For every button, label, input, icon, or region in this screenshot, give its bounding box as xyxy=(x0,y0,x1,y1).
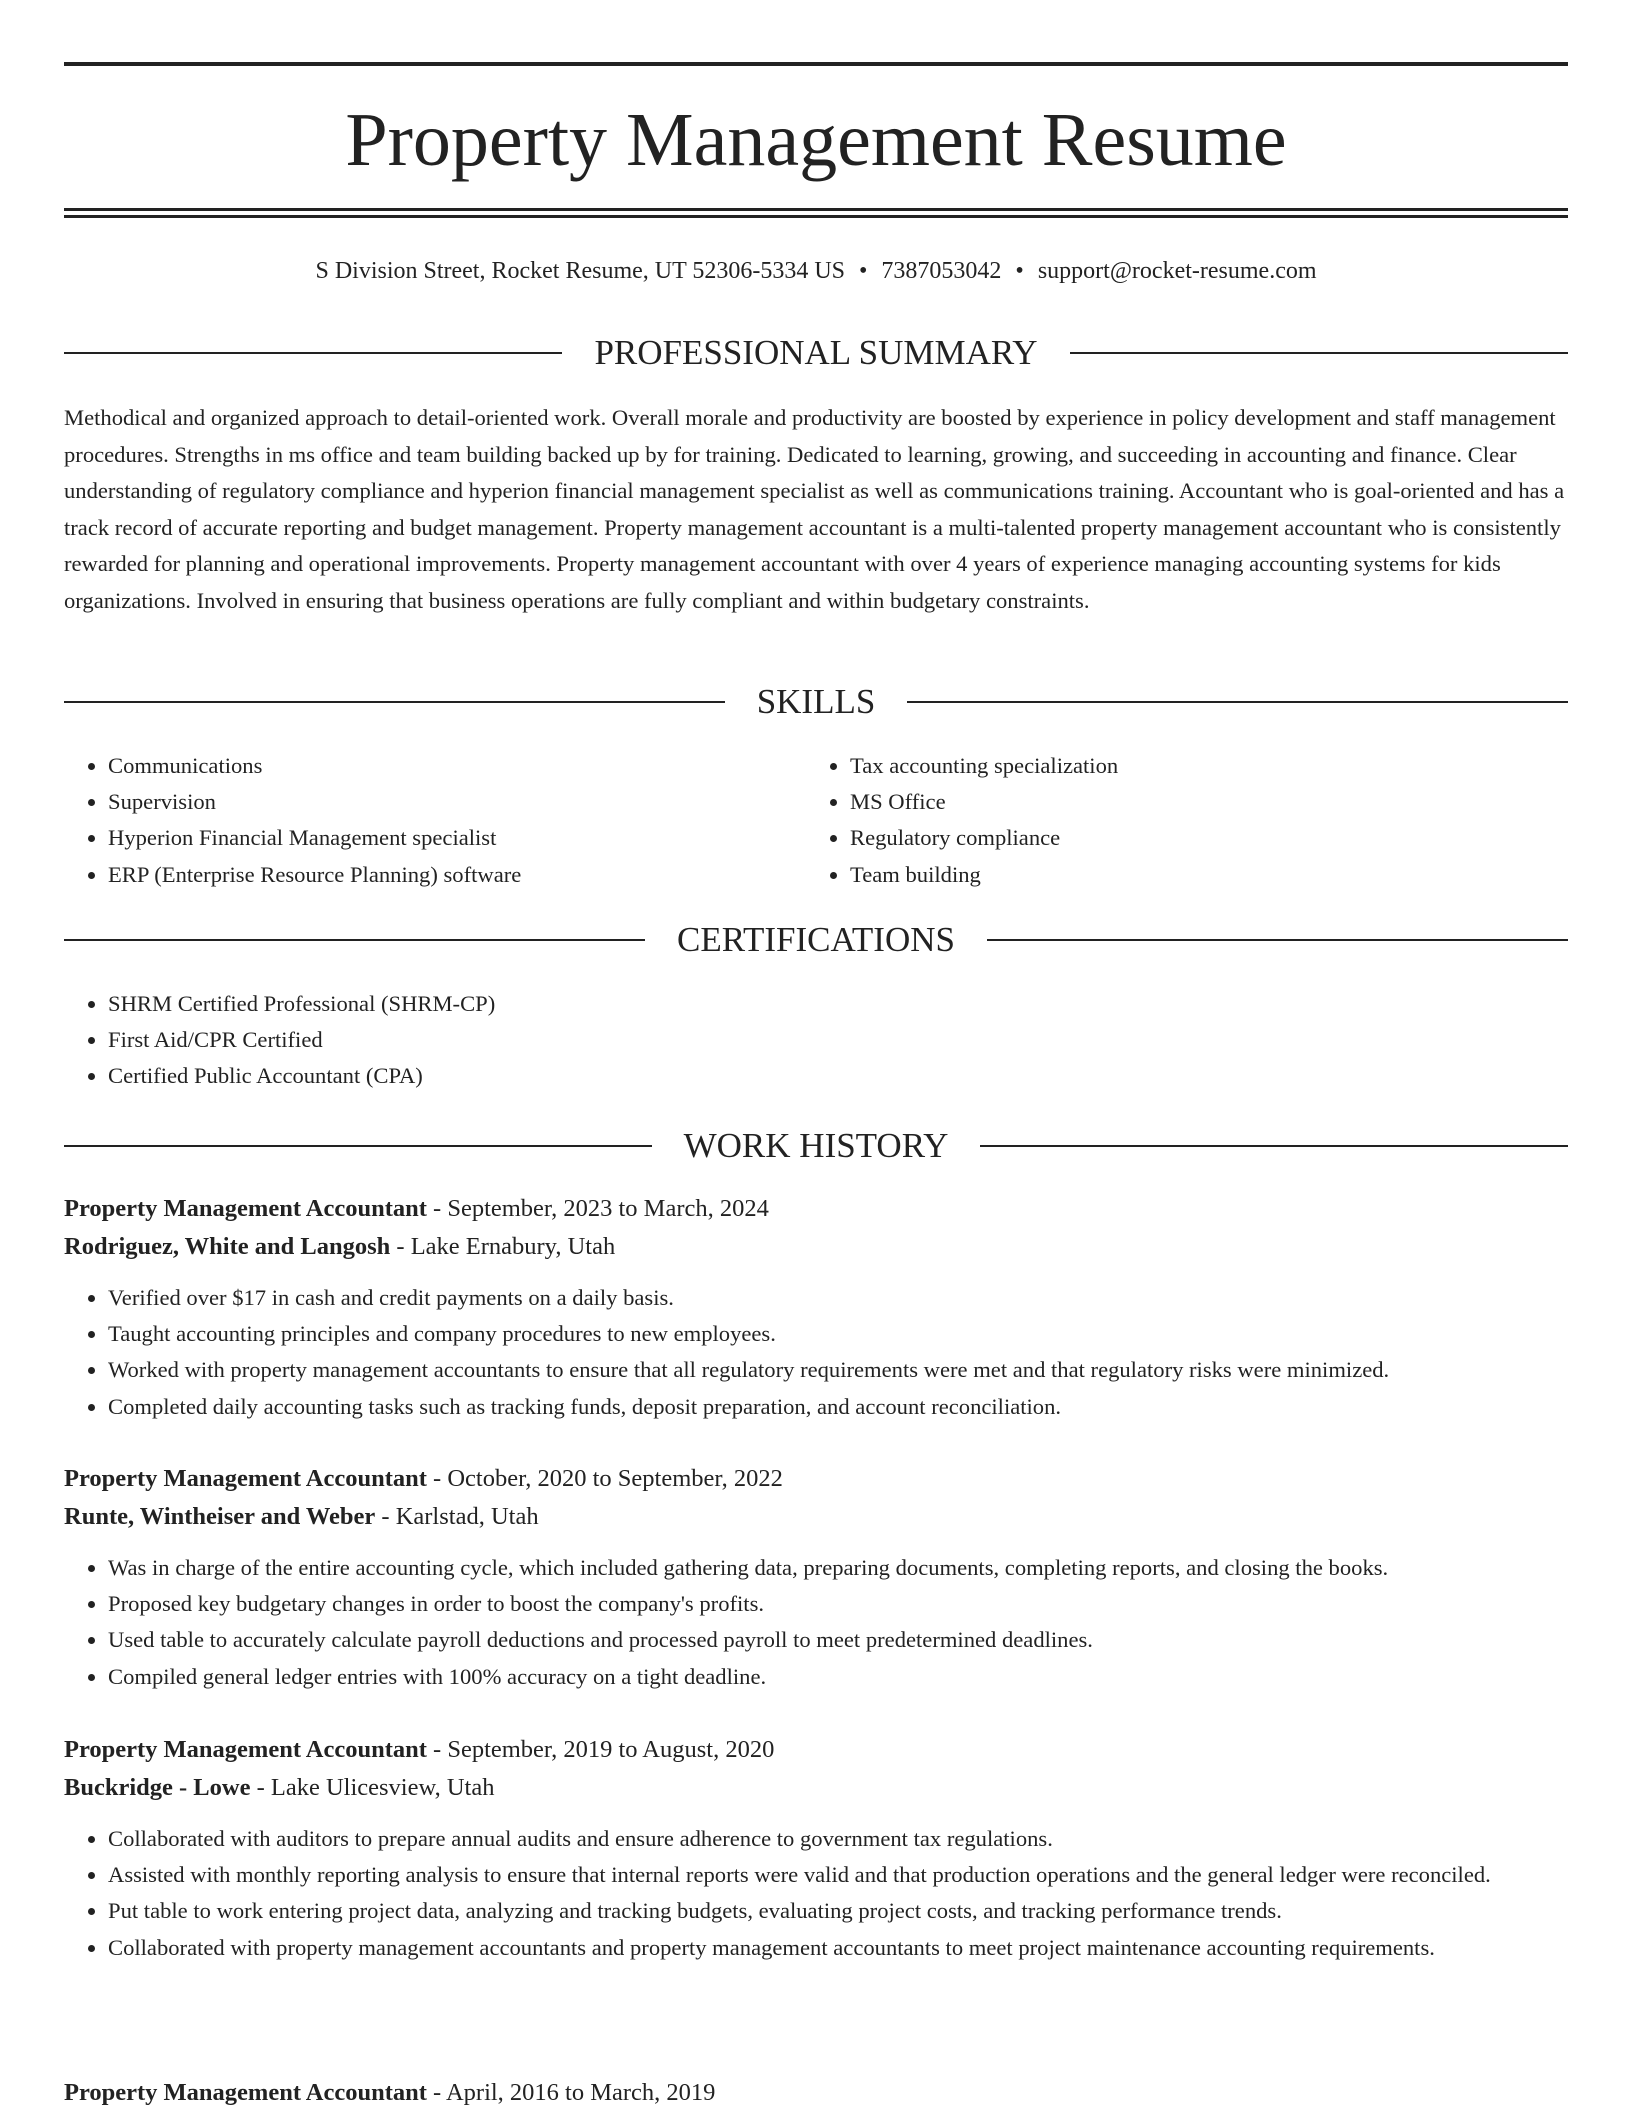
job-company-line xyxy=(64,1769,1568,1807)
job-location: - Lake Ulicesview, Utah xyxy=(250,1774,495,1801)
header-double-rule-bottom xyxy=(64,215,1568,218)
job-title: Property Management Accountant xyxy=(64,1195,427,1222)
job-company: Buckridge - Lowe xyxy=(64,1774,251,1801)
page-title: Property Management Resume xyxy=(345,98,1287,182)
contact-line xyxy=(64,253,1568,289)
job-title: Property Management Accountant xyxy=(64,2079,427,2106)
heading-rule-right xyxy=(907,701,1568,703)
contact-phone: 7387053042 xyxy=(881,258,1002,284)
certifications-list xyxy=(64,986,1568,1095)
job-duties xyxy=(64,1280,1568,1425)
heading-rule-right xyxy=(980,1145,1568,1147)
job-duties xyxy=(64,1821,1568,1966)
work-history-heading-label: WORK HISTORY xyxy=(683,1126,949,1165)
job-duty: • Completed daily accounting tasks such as tracking funds, deposit preparation, and account reconciliation. xyxy=(108,1389,1568,1425)
work-history-heading xyxy=(64,1124,1568,1168)
job-company: Runte, Wintheiser and Weber xyxy=(64,1503,376,1530)
job-title: Property Management Accountant xyxy=(64,1736,427,1763)
job-duties xyxy=(64,1550,1568,1695)
skills-list xyxy=(64,748,1568,893)
job-duty: • Put table to work entering project data, analyzing and tracking budgets, evaluating project costs, and tracking performance trends. xyxy=(108,1893,1568,1929)
certifications-heading-label: CERTIFICATIONS xyxy=(677,920,955,959)
heading-rule-right xyxy=(987,939,1568,941)
skills-column-left xyxy=(64,748,806,893)
job-company: Rodriguez, White and Langosh xyxy=(64,1233,391,1260)
job-duty: • Proposed key budgetary changes in order to boost the company's profits. xyxy=(108,1586,1568,1622)
job-duty: • Taught accounting principles and company procedures to new employees. xyxy=(108,1316,1568,1352)
job-title: Property Management Accountant xyxy=(64,1465,427,1492)
skill-item: • Team building xyxy=(850,857,1548,893)
job-dates: - September, 2019 to August, 2020 xyxy=(426,1736,775,1763)
skill-item: • Communications xyxy=(108,748,806,784)
heading-rule-left xyxy=(64,939,645,941)
certification-item: • Certified Public Accountant (CPA) xyxy=(108,1058,1568,1094)
job-dates: - September, 2023 to March, 2024 xyxy=(426,1195,769,1222)
job-dates: - April, 2016 to March, 2019 xyxy=(426,2079,716,2106)
summary-heading xyxy=(64,331,1568,375)
skills-heading-label: SKILLS xyxy=(756,682,876,721)
job-duty: • Worked with property management accountants to ensure that all regulatory requirements were met and that regulatory risks were minimized. xyxy=(108,1352,1568,1388)
summary-heading-label: PROFESSIONAL SUMMARY xyxy=(594,333,1038,372)
skill-item: • Regulatory compliance xyxy=(850,820,1548,856)
contact-email: support@rocket-resume.com xyxy=(1037,258,1317,284)
job-company-line xyxy=(64,1228,1568,1266)
header-top-rule xyxy=(64,62,1568,66)
certification-item: • SHRM Certified Professional (SHRM-CP) xyxy=(108,986,1568,1022)
job-duty: • Was in charge of the entire accounting cycle, which included gathering data, preparing documents, completing reports, and closing the books. xyxy=(108,1550,1568,1586)
job-title-line xyxy=(64,1460,1568,1498)
job-company-line xyxy=(64,1498,1568,1536)
job-duty: • Collaborated with auditors to prepare annual audits and ensure adherence to government tax regulations. xyxy=(108,1821,1568,1857)
job-duty: • Compiled general ledger entries with 100% accuracy on a tight deadline. xyxy=(108,1659,1568,1695)
contact-separator: • xyxy=(1015,258,1024,284)
skill-item: • Supervision xyxy=(108,784,806,820)
certifications-heading xyxy=(64,918,1568,962)
skill-item: • Tax accounting specialization xyxy=(850,748,1548,784)
job-title-line xyxy=(64,1190,1568,1228)
heading-rule-left xyxy=(64,1145,652,1147)
job-dates: - October, 2020 to September, 2022 xyxy=(426,1465,783,1492)
skill-item: • Hyperion Financial Management specialist xyxy=(108,820,806,856)
job-entry xyxy=(64,1731,1568,1966)
job-title-line xyxy=(64,1731,1568,1769)
heading-rule-right xyxy=(1070,352,1568,354)
contact-separator: • xyxy=(859,258,868,284)
job-duty: • Used table to accurately calculate payroll deductions and processed payroll to meet predetermined deadlines. xyxy=(108,1622,1568,1658)
skills-heading xyxy=(64,680,1568,724)
job-entry xyxy=(64,1460,1568,1695)
skill-item: • ERP (Enterprise Resource Planning) software xyxy=(108,857,806,893)
summary-text: Methodical and organized approach to detail-oriented work. Overall morale and productivity are boosted by experience in policy development and staff management procedures. Strengths in ms office and team building backed up by for training. Dedicated to learning, growing, and succeeding in accounting and finance. Clear understanding of regulatory compliance and hyperion financial management specialist as well as communications training. Accountant who is goal-oriented and has a track record of accurate reporting and budget management. Property management accountant is a multi-talented property management accountant who is consistently rewarded for planning and operational improvements. Property management accountant with over 4 years of experience managing accounting systems for kids organizations. Involved in ensuring that business operations are fully compliant and within budgetary constraints. xyxy=(64,405,1565,613)
job-title-line xyxy=(64,2074,1568,2112)
skills-column-right xyxy=(806,748,1548,893)
job-location: - Karlstad, Utah xyxy=(375,1503,539,1530)
header-double-rule-top xyxy=(64,208,1568,211)
certification-item: • First Aid/CPR Certified xyxy=(108,1022,1568,1058)
heading-rule-left xyxy=(64,701,725,703)
job-duty: • Verified over $17 in cash and credit payments on a daily basis. xyxy=(108,1280,1568,1316)
job-location: - Lake Ernabury, Utah xyxy=(390,1233,616,1260)
job-duty: • Assisted with monthly reporting analysis to ensure that internal reports were valid and that production operations and the general ledger were reconciled. xyxy=(108,1857,1568,1893)
contact-address: S Division Street, Rocket Resume, UT 52306-5334 US xyxy=(315,258,846,284)
job-entry xyxy=(64,2074,1568,2112)
job-entry xyxy=(64,1190,1568,1425)
job-duty: • Collaborated with property management accountants and property management accountants to meet project maintenance accounting requirements. xyxy=(108,1930,1568,1966)
skill-item: • MS Office xyxy=(850,784,1548,820)
heading-rule-left xyxy=(64,352,562,354)
